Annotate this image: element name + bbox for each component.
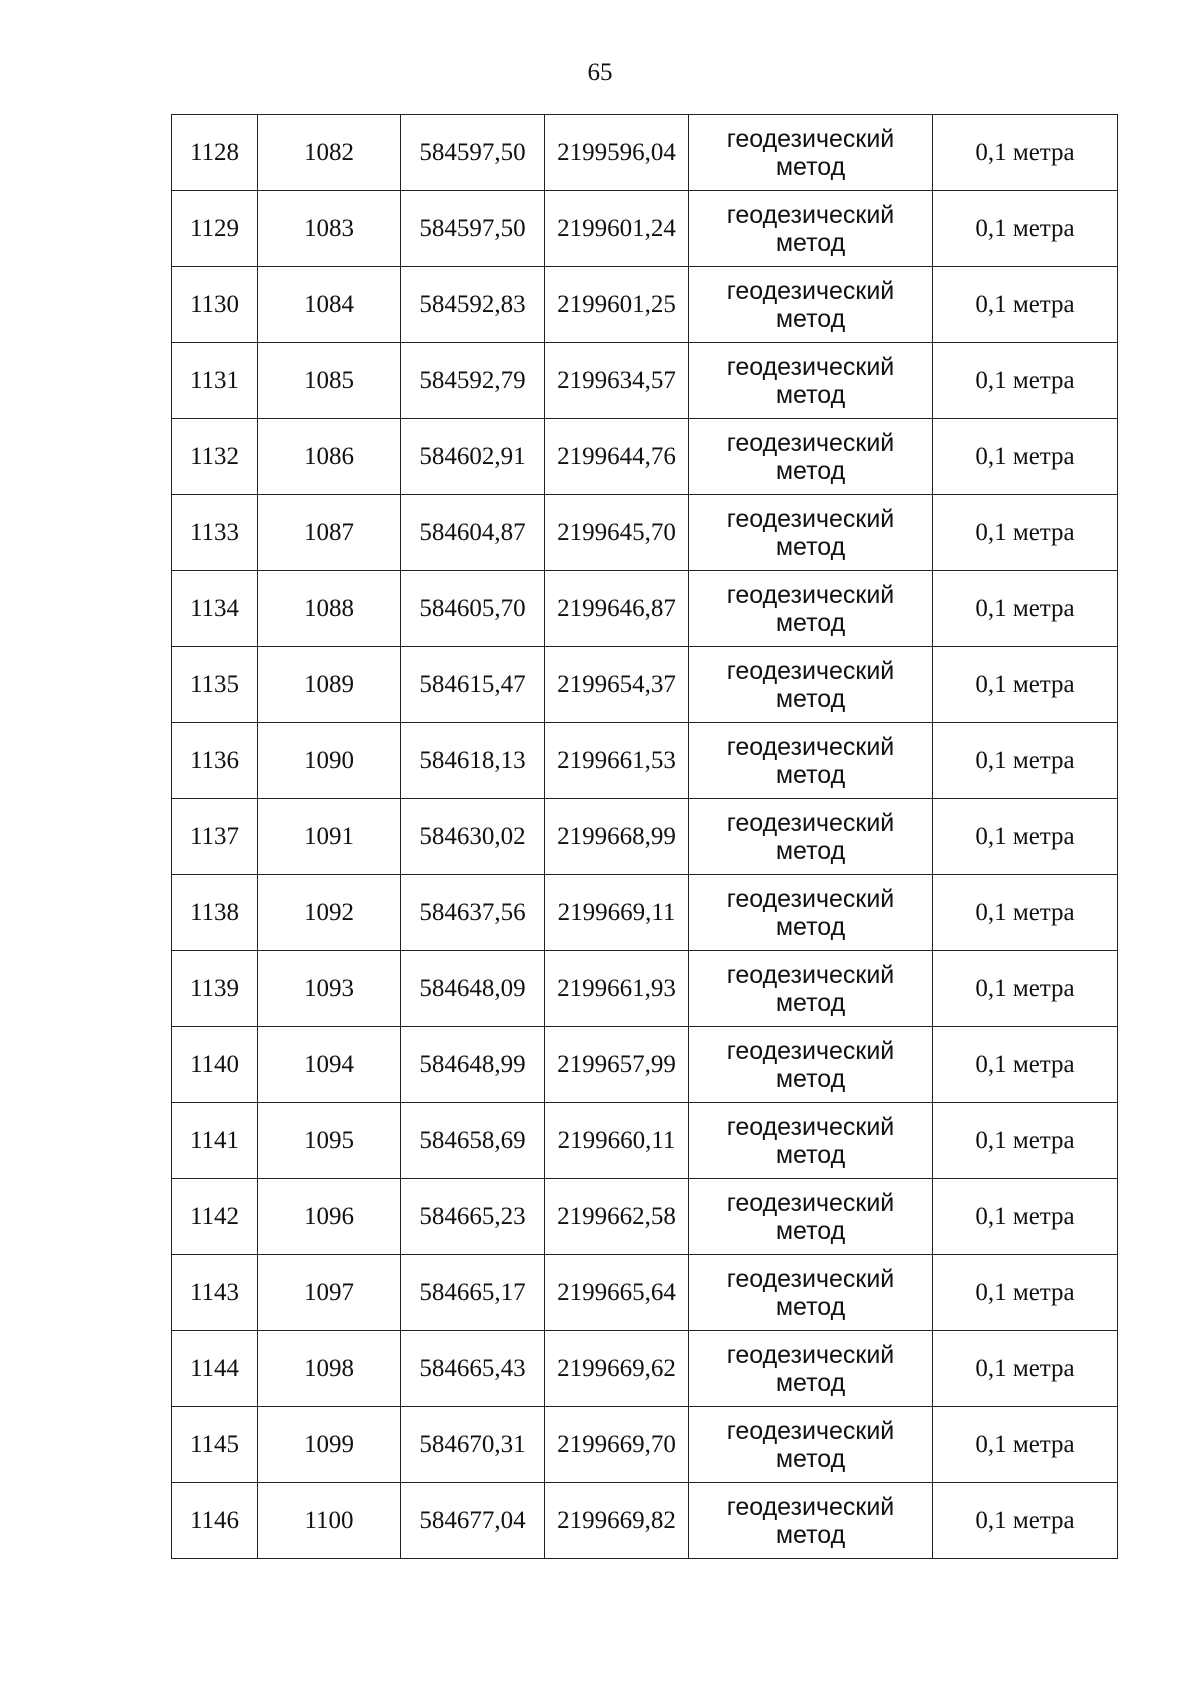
boundary-point-cell: 1096 [258, 1179, 401, 1255]
point-number-cell: 1129 [172, 191, 258, 267]
method-line-2: метод [775, 1140, 846, 1169]
method-cell [689, 1027, 933, 1103]
coordinates-table [171, 114, 1118, 1559]
boundary-point-cell: 1084 [258, 267, 401, 343]
method-line-1: геодезический [726, 1112, 895, 1141]
x-coordinate-cell: 584597,50 [401, 191, 545, 267]
x-coordinate-cell: 584605,70 [401, 571, 545, 647]
y-coordinate-cell: 2199645,70 [545, 495, 689, 571]
accuracy-cell: 0,1 метра [933, 647, 1118, 723]
method-cell [689, 723, 933, 799]
method-line-1: геодезический [726, 960, 895, 989]
method-cell [689, 951, 933, 1027]
x-coordinate-cell: 584670,31 [401, 1407, 545, 1483]
x-coordinate-cell: 584630,02 [401, 799, 545, 875]
method-cell [689, 495, 933, 571]
method-cell [689, 1255, 933, 1331]
method-cell [689, 1331, 933, 1407]
method-line-2: метод [775, 684, 846, 713]
y-coordinate-cell: 2199644,76 [545, 419, 689, 495]
point-number-cell: 1140 [172, 1027, 258, 1103]
y-coordinate-cell: 2199669,11 [545, 875, 689, 951]
method-cell [689, 267, 933, 343]
y-coordinate-cell: 2199662,58 [545, 1179, 689, 1255]
point-number-cell: 1141 [172, 1103, 258, 1179]
accuracy-cell: 0,1 метра [933, 1179, 1118, 1255]
table-row [172, 723, 1118, 799]
boundary-point-cell: 1082 [258, 115, 401, 191]
y-coordinate-cell: 2199634,57 [545, 343, 689, 419]
table-row [172, 1179, 1118, 1255]
boundary-point-cell: 1092 [258, 875, 401, 951]
table-row [172, 875, 1118, 951]
accuracy-cell: 0,1 метра [933, 875, 1118, 951]
point-number-cell: 1138 [172, 875, 258, 951]
y-coordinate-cell: 2199669,82 [545, 1483, 689, 1559]
method-line-1: геодезический [726, 428, 895, 457]
table-row [172, 571, 1118, 647]
table-row [172, 267, 1118, 343]
point-number-cell: 1135 [172, 647, 258, 723]
boundary-point-cell: 1100 [258, 1483, 401, 1559]
method-line-2: метод [775, 1520, 846, 1549]
boundary-point-cell: 1088 [258, 571, 401, 647]
point-number-cell: 1144 [172, 1331, 258, 1407]
method-line-1: геодезический [726, 1416, 895, 1445]
point-number-cell: 1130 [172, 267, 258, 343]
method-line-2: метод [775, 760, 846, 789]
method-line-2: метод [775, 1444, 846, 1473]
table-row [172, 647, 1118, 723]
x-coordinate-cell: 584592,79 [401, 343, 545, 419]
point-number-cell: 1128 [172, 115, 258, 191]
x-coordinate-cell: 584677,04 [401, 1483, 545, 1559]
accuracy-cell: 0,1 метра [933, 267, 1118, 343]
method-line-2: метод [775, 988, 846, 1017]
y-coordinate-cell: 2199669,70 [545, 1407, 689, 1483]
method-line-1: геодезический [726, 504, 895, 533]
accuracy-cell: 0,1 метра [933, 571, 1118, 647]
accuracy-cell: 0,1 метра [933, 419, 1118, 495]
method-line-1: геодезический [726, 1340, 895, 1369]
boundary-point-cell: 1087 [258, 495, 401, 571]
method-line-1: геодезический [726, 1188, 895, 1217]
boundary-point-cell: 1095 [258, 1103, 401, 1179]
x-coordinate-cell: 584615,47 [401, 647, 545, 723]
boundary-point-cell: 1089 [258, 647, 401, 723]
y-coordinate-cell: 2199596,04 [545, 115, 689, 191]
x-coordinate-cell: 584602,91 [401, 419, 545, 495]
method-cell [689, 1179, 933, 1255]
y-coordinate-cell: 2199601,25 [545, 267, 689, 343]
table-row [172, 951, 1118, 1027]
method-line-2: метод [775, 380, 846, 409]
method-cell [689, 343, 933, 419]
point-number-cell: 1142 [172, 1179, 258, 1255]
point-number-cell: 1134 [172, 571, 258, 647]
method-line-1: геодезический [726, 580, 895, 609]
point-number-cell: 1132 [172, 419, 258, 495]
method-line-1: геодезический [726, 1036, 895, 1065]
y-coordinate-cell: 2199660,11 [545, 1103, 689, 1179]
y-coordinate-cell: 2199661,53 [545, 723, 689, 799]
y-coordinate-cell: 2199657,99 [545, 1027, 689, 1103]
page-number: 65 [587, 59, 613, 86]
method-line-2: метод [775, 608, 846, 637]
table-row [172, 1255, 1118, 1331]
method-cell [689, 875, 933, 951]
method-line-2: метод [775, 532, 846, 561]
point-number-cell: 1145 [172, 1407, 258, 1483]
method-line-2: метод [775, 1368, 846, 1397]
accuracy-cell: 0,1 метра [933, 1027, 1118, 1103]
x-coordinate-cell: 584665,23 [401, 1179, 545, 1255]
table-row [172, 1483, 1118, 1559]
y-coordinate-cell: 2199669,62 [545, 1331, 689, 1407]
point-number-cell: 1143 [172, 1255, 258, 1331]
y-coordinate-cell: 2199646,87 [545, 571, 689, 647]
method-cell [689, 571, 933, 647]
boundary-point-cell: 1099 [258, 1407, 401, 1483]
table-row [172, 495, 1118, 571]
table-row [172, 1027, 1118, 1103]
method-line-2: метод [775, 1064, 846, 1093]
table-row [172, 115, 1118, 191]
table-row [172, 1407, 1118, 1483]
accuracy-cell: 0,1 метра [933, 723, 1118, 799]
accuracy-cell: 0,1 метра [933, 1331, 1118, 1407]
method-line-1: геодезический [726, 656, 895, 685]
boundary-point-cell: 1094 [258, 1027, 401, 1103]
point-number-cell: 1146 [172, 1483, 258, 1559]
method-line-2: метод [775, 912, 846, 941]
method-cell [689, 1407, 933, 1483]
accuracy-cell: 0,1 метра [933, 1103, 1118, 1179]
x-coordinate-cell: 584597,50 [401, 115, 545, 191]
accuracy-cell: 0,1 метра [933, 1255, 1118, 1331]
x-coordinate-cell: 584618,13 [401, 723, 545, 799]
method-line-2: метод [775, 836, 846, 865]
table-row [172, 419, 1118, 495]
boundary-point-cell: 1091 [258, 799, 401, 875]
accuracy-cell: 0,1 метра [933, 951, 1118, 1027]
method-cell [689, 799, 933, 875]
method-cell [689, 115, 933, 191]
method-line-2: метод [775, 456, 846, 485]
boundary-point-cell: 1090 [258, 723, 401, 799]
method-line-1: геодезический [726, 1264, 895, 1293]
accuracy-cell: 0,1 метра [933, 1407, 1118, 1483]
method-cell [689, 1103, 933, 1179]
point-number-cell: 1133 [172, 495, 258, 571]
method-line-2: метод [775, 1216, 846, 1245]
method-line-1: геодезический [726, 124, 895, 153]
method-cell [689, 647, 933, 723]
table-row [172, 343, 1118, 419]
accuracy-cell: 0,1 метра [933, 115, 1118, 191]
x-coordinate-cell: 584592,83 [401, 267, 545, 343]
method-line-1: геодезический [726, 276, 895, 305]
method-line-1: геодезический [726, 884, 895, 913]
boundary-point-cell: 1085 [258, 343, 401, 419]
x-coordinate-cell: 584658,69 [401, 1103, 545, 1179]
accuracy-cell: 0,1 метра [933, 1483, 1118, 1559]
y-coordinate-cell: 2199654,37 [545, 647, 689, 723]
y-coordinate-cell: 2199665,64 [545, 1255, 689, 1331]
accuracy-cell: 0,1 метра [933, 495, 1118, 571]
method-line-2: метод [775, 152, 846, 181]
table-row [172, 799, 1118, 875]
method-line-1: геодезический [726, 1492, 895, 1521]
y-coordinate-cell: 2199661,93 [545, 951, 689, 1027]
x-coordinate-cell: 584648,99 [401, 1027, 545, 1103]
accuracy-cell: 0,1 метра [933, 191, 1118, 267]
point-number-cell: 1137 [172, 799, 258, 875]
boundary-point-cell: 1083 [258, 191, 401, 267]
x-coordinate-cell: 584648,09 [401, 951, 545, 1027]
method-cell [689, 1483, 933, 1559]
point-number-cell: 1139 [172, 951, 258, 1027]
method-line-1: геодезический [726, 732, 895, 761]
boundary-point-cell: 1098 [258, 1331, 401, 1407]
x-coordinate-cell: 584665,43 [401, 1331, 545, 1407]
boundary-point-cell: 1097 [258, 1255, 401, 1331]
method-line-1: геодезический [726, 352, 895, 381]
point-number-cell: 1131 [172, 343, 258, 419]
method-line-2: метод [775, 304, 846, 333]
boundary-point-cell: 1093 [258, 951, 401, 1027]
method-cell [689, 191, 933, 267]
method-cell [689, 419, 933, 495]
accuracy-cell: 0,1 метра [933, 799, 1118, 875]
point-number-cell: 1136 [172, 723, 258, 799]
y-coordinate-cell: 2199668,99 [545, 799, 689, 875]
table-row [172, 1103, 1118, 1179]
method-line-2: метод [775, 228, 846, 257]
method-line-2: метод [775, 1292, 846, 1321]
method-line-1: геодезический [726, 200, 895, 229]
x-coordinate-cell: 584604,87 [401, 495, 545, 571]
accuracy-cell: 0,1 метра [933, 343, 1118, 419]
method-line-1: геодезический [726, 808, 895, 837]
table-row [172, 1331, 1118, 1407]
table-row [172, 191, 1118, 267]
y-coordinate-cell: 2199601,24 [545, 191, 689, 267]
x-coordinate-cell: 584665,17 [401, 1255, 545, 1331]
boundary-point-cell: 1086 [258, 419, 401, 495]
x-coordinate-cell: 584637,56 [401, 875, 545, 951]
table-body [172, 115, 1118, 1559]
